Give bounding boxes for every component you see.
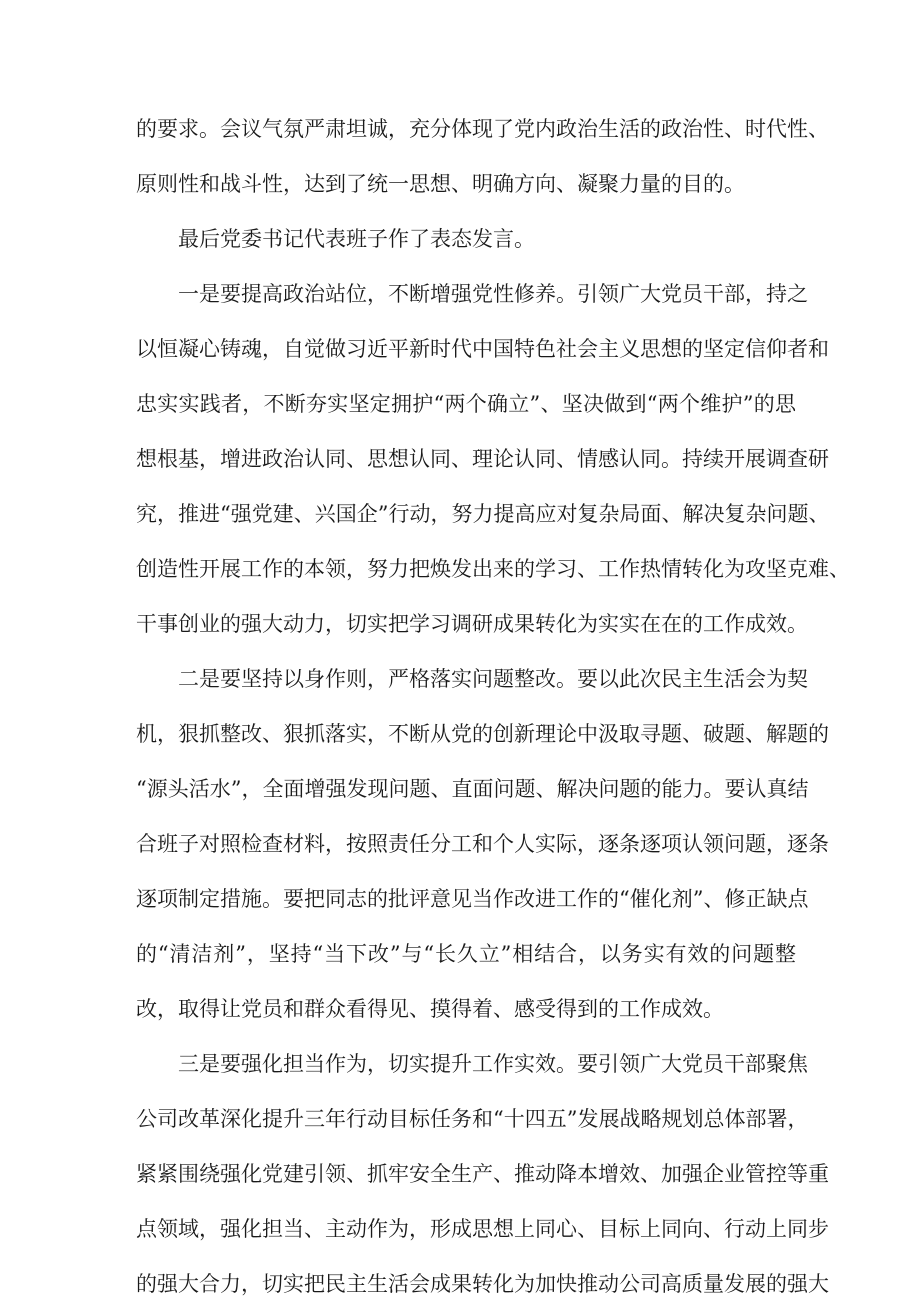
text-line: 原则性和战斗性，达到了统一思想、明确方向、凝聚力量的目的。: [136, 172, 745, 196]
text-line: 机，狠抓整改、狠抓落实，不断从党的创新理论中汲取寻题、破题、解题的: [136, 722, 829, 746]
text-line: 一是要提高政治站位，不断增强党性修养。引领广大党员干部，持之: [178, 282, 808, 306]
text-line: “源头活水”，全面增强发现问题、直面问题、解决问题的能力。要认真结: [136, 777, 809, 801]
text-line: 紧紧围绕强化党建引领、抓牢安全生产、推动降本增效、加强企业管控等重: [136, 1162, 829, 1186]
text-line: 的强大合力，切实把民主生活会成果转化为加快推动公司高质量发展的强大: [136, 1272, 829, 1296]
text-line: 二是要坚持以身作则，严格落实问题整改。要以此次民主生活会为契: [178, 667, 808, 691]
text-line: 合班子对照检查材料，按照责任分工和个人实际，逐条逐项认领问题，逐条: [136, 832, 829, 856]
text-line: 究，推进“强党建、兴国企”行动，努力提高应对复杂局面、解决复杂问题、: [136, 502, 830, 526]
text-line: 点领域，强化担当、主动作为，形成思想上同心、目标上同向、行动上同步: [136, 1217, 829, 1241]
text-line: 以恒凝心铸魂，自觉做习近平新时代中国特色社会主义思想的坚定信仰者和: [136, 337, 829, 361]
text-line: 公司改革深化提升三年行动目标任务和“十四五”发展战略规划总体部署，: [136, 1107, 809, 1131]
text-line: 三是要强化担当作为，切实提升工作实效。要引领广大党员干部聚焦: [178, 1052, 808, 1076]
text-line: 改，取得让党员和群众看得见、摸得着、感受得到的工作成效。: [136, 997, 724, 1021]
text-line: 的要求。会议气氛严肃坦诚，充分体现了党内政治生活的政治性、时代性、: [136, 117, 829, 141]
text-line: 最后党委书记代表班子作了表态发言。: [178, 227, 535, 251]
text-line: 想根基，增进政治认同、思想认同、理论认同、情感认同。持续开展调查研: [136, 447, 829, 471]
text-line: 干事创业的强大动力，切实把学习调研成果转化为实实在在的工作成效。: [136, 612, 808, 636]
text-line: 创造性开展工作的本领，努力把焕发出来的学习、工作热情转化为攻坚克难、: [136, 557, 850, 581]
text-line: 的“清洁剂”，坚持“当下改”与“长久立”相结合，以务实有效的问题整: [136, 942, 796, 966]
text-line: 逐项制定措施。要把同志的批评意见当作改进工作的“催化剂”、修正缺点: [136, 887, 809, 911]
text-line: 忠实实践者，不断夯实坚定拥护“两个确立”、坚决做到“两个维护”的思: [136, 392, 796, 416]
